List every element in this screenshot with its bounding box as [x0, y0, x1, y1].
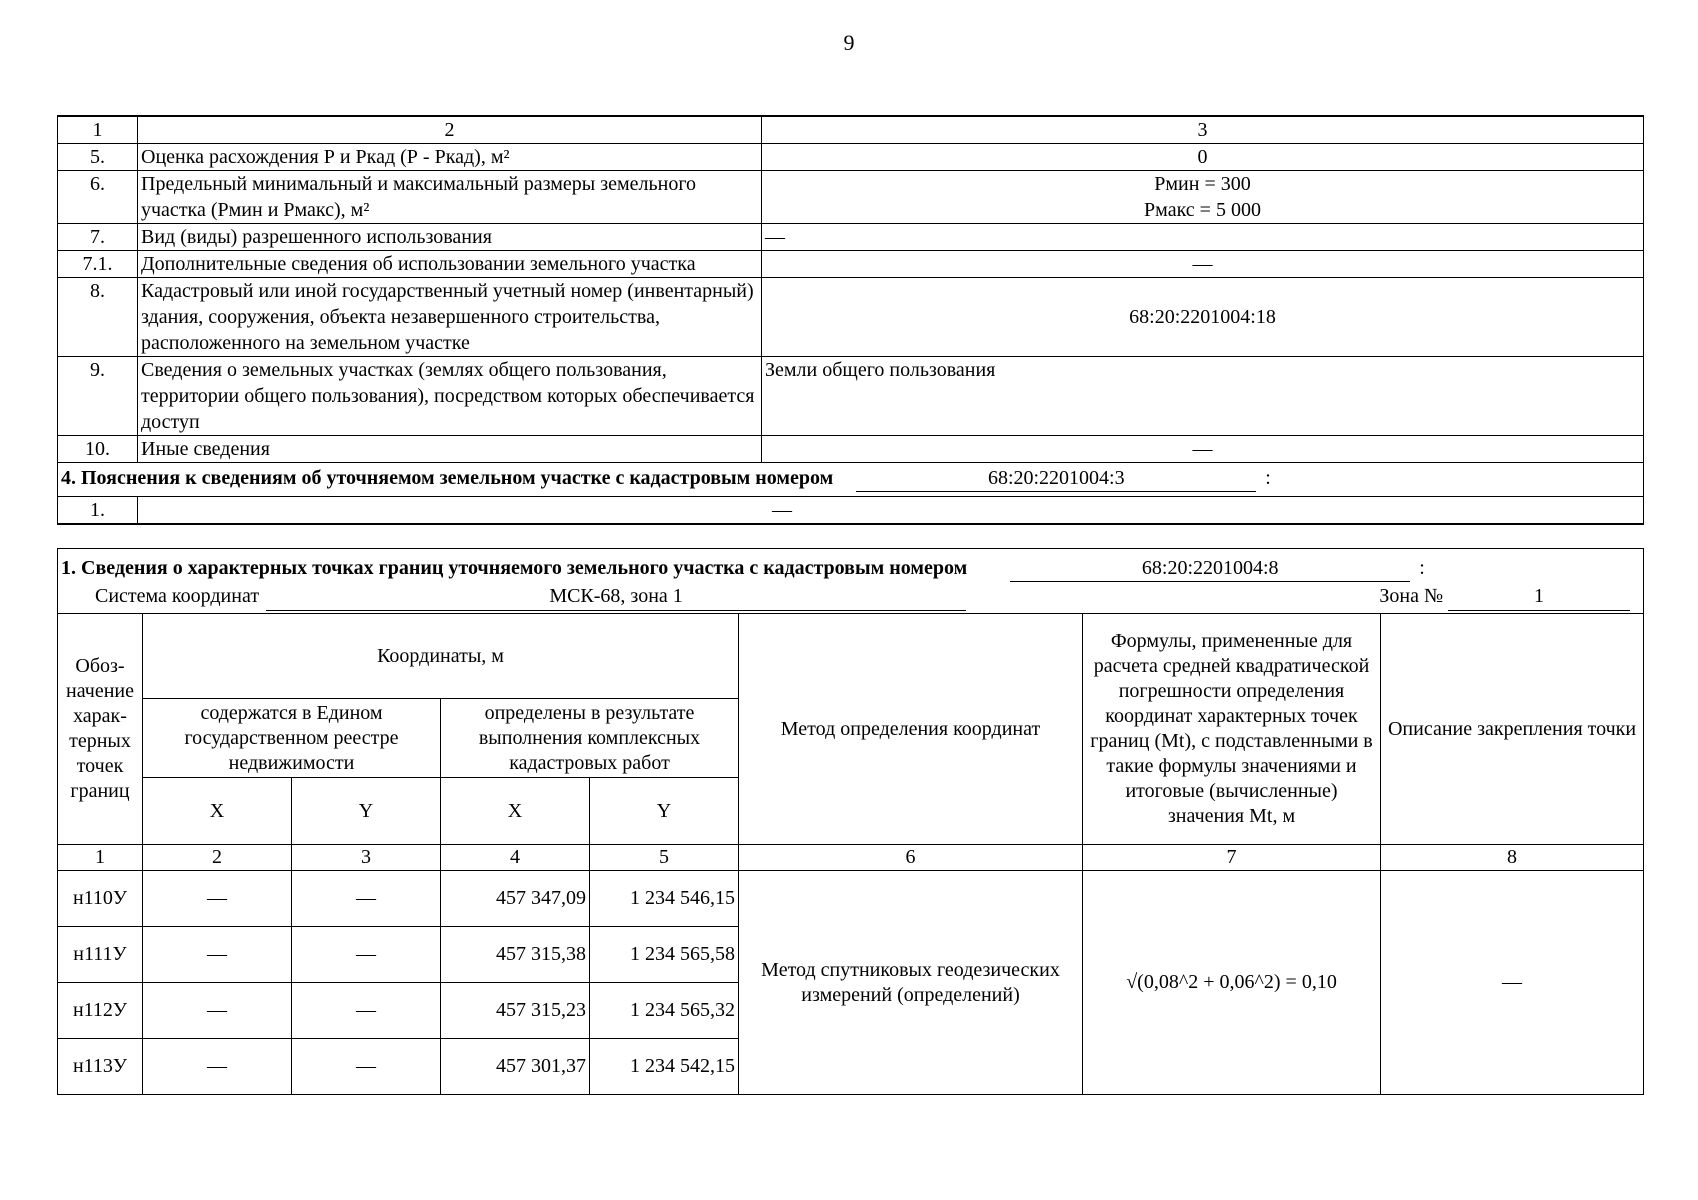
page-number: 9: [843, 30, 855, 55]
col-number: 6: [739, 845, 1083, 871]
row-value: [762, 171, 1644, 224]
point-id: н111У: [58, 927, 143, 983]
h-formula: Формулы, примененные для расчета средней квадратической погрешности определения координат характерных точек границ (Mt), с подставленными в такие формулы значениями и итоговые (вычисленные) значения Mt, м: [1083, 614, 1381, 845]
section1-colon: :: [1419, 557, 1425, 579]
x-egrn: —: [143, 871, 292, 927]
col-number: 7: [1083, 845, 1381, 871]
row-number: 6.: [58, 171, 138, 224]
row-value: Земли общего пользования: [762, 357, 1644, 436]
y-egrn: —: [292, 983, 441, 1039]
row-label: Предельный минимальный и максимальный размеры земельного участка (Рмин и Рмакс), м²: [138, 171, 762, 224]
row-value: —: [762, 224, 1644, 251]
table-row: [58, 251, 1644, 278]
x-complex: 457 315,23: [441, 983, 590, 1039]
col-header-1: 1: [58, 116, 138, 144]
zone-label: Зона №: [1379, 585, 1444, 607]
coord-system-value: МСК-68, зона 1: [266, 582, 966, 611]
x-egrn: —: [143, 927, 292, 983]
method-cell: Метод спутниковых геодезических измерений (определений): [739, 871, 1083, 1095]
formula-cell: √(0,08^2 + 0,06^2) = 0,10: [1083, 871, 1381, 1095]
col-number: 2: [143, 845, 292, 871]
h-y-egrn: Y: [292, 778, 441, 845]
x-egrn: —: [143, 1039, 292, 1095]
table-row: [58, 497, 1644, 525]
y-complex: 1 234 565,58: [590, 927, 739, 983]
point-id: н110У: [58, 871, 143, 927]
row-number: 9.: [58, 357, 138, 436]
h-designation: Обоз-начение харак-терных точек границ: [58, 614, 143, 845]
table-row: [58, 144, 1644, 171]
x-complex: 457 347,09: [441, 871, 590, 927]
x-egrn: —: [143, 983, 292, 1039]
table-header-row: [58, 116, 1644, 144]
section4-title: 4. Пояснения к сведениям об уточняемом земельном участке с кадастровым номером: [61, 467, 834, 489]
section4-row-value: —: [772, 499, 792, 521]
table-row: [58, 871, 1644, 927]
y-complex: 1 234 546,15: [590, 871, 739, 927]
col-number: 8: [1381, 845, 1644, 871]
description-cell: —: [1381, 871, 1644, 1095]
section4-header-row: [58, 463, 1644, 497]
col-number: 5: [590, 845, 739, 871]
h-coords: Координаты, м: [143, 614, 739, 699]
section4-cadastral: 68:20:2201004:3: [856, 465, 1256, 492]
row-value: 0: [762, 144, 1644, 171]
col-header-3: 3: [762, 116, 1644, 144]
zone-value: 1: [1448, 582, 1630, 611]
row-number: 1.: [58, 497, 138, 525]
h-x-complex: X: [441, 778, 590, 845]
point-id: н112У: [58, 983, 143, 1039]
h-x-egrn: X: [143, 778, 292, 845]
land-info-table: [57, 115, 1644, 525]
section4-header: [58, 463, 1644, 497]
row-label: Кадастровый или иной государственный учетный номер (инвентарный) здания, сооружения, объекта незавершенного строительства, расположенного на земельном участке: [138, 278, 762, 357]
min-area-value: Рмин = 300: [1154, 173, 1251, 195]
coord-system-row: [58, 582, 1644, 614]
coord-system-label: Система координат: [95, 585, 260, 607]
row-number: 7.: [58, 224, 138, 251]
h-method: Метод определения координат: [739, 614, 1083, 845]
x-complex: 457 301,37: [441, 1039, 590, 1095]
row-value: —: [762, 436, 1644, 463]
column-numbers-row: [58, 845, 1644, 871]
section1-title: 1. Сведения о характерных точках границ уточняемого земельного участка с кадастровым номером: [61, 557, 968, 579]
row-label: Дополнительные сведения об использовании земельного участка: [138, 251, 762, 278]
point-id: н113У: [58, 1039, 143, 1095]
x-complex: 457 315,38: [441, 927, 590, 983]
h-description: Описание закрепления точки: [1381, 614, 1644, 845]
y-egrn: —: [292, 871, 441, 927]
y-complex: 1 234 542,15: [590, 1039, 739, 1095]
row-label: Сведения о земельных участках (землях общего пользования, территории общего пользования), посредством которых обеспечивается доступ: [138, 357, 762, 436]
section1-cadastral: 68:20:2201004:8: [1010, 555, 1410, 582]
row-number: 10.: [58, 436, 138, 463]
h-complex: определены в результате выполнения комплексных кадастровых работ: [441, 699, 739, 778]
boundary-points-table: [57, 548, 1644, 1095]
col-number: 3: [292, 845, 441, 871]
col-header-2: 2: [138, 116, 762, 144]
table-row: [58, 436, 1644, 463]
col-number: 1: [58, 845, 143, 871]
col-number: 4: [441, 845, 590, 871]
section1-title-cell: [58, 549, 1644, 583]
table-row: [58, 278, 1644, 357]
h-y-complex: Y: [590, 778, 739, 845]
row-number: 7.1.: [58, 251, 138, 278]
row-label: Вид (виды) разрешенного использования: [138, 224, 762, 251]
row-value: 68:20:2201004:18: [762, 278, 1644, 357]
table-row: [58, 224, 1644, 251]
table-row: [58, 171, 1644, 224]
coord-system-cell: [58, 582, 1644, 614]
row-number: 5.: [58, 144, 138, 171]
row-value: —: [762, 251, 1644, 278]
row-number: 8.: [58, 278, 138, 357]
row-label: Оценка расхождения Р и Ркад (Р - Ркад), м²: [138, 144, 762, 171]
h-egrn: содержатся в Едином государственном реестре недвижимости: [143, 699, 441, 778]
y-egrn: —: [292, 927, 441, 983]
table-row: [58, 357, 1644, 436]
y-complex: 1 234 565,32: [590, 983, 739, 1039]
max-area-value: Рмакс = 5 000: [1144, 199, 1261, 221]
row-label: Иные сведения: [138, 436, 762, 463]
section4-colon: :: [1265, 467, 1271, 489]
y-egrn: —: [292, 1039, 441, 1095]
section1-title-row: [58, 549, 1644, 583]
row-value: [138, 497, 1644, 525]
table-header-row: [58, 614, 1644, 699]
